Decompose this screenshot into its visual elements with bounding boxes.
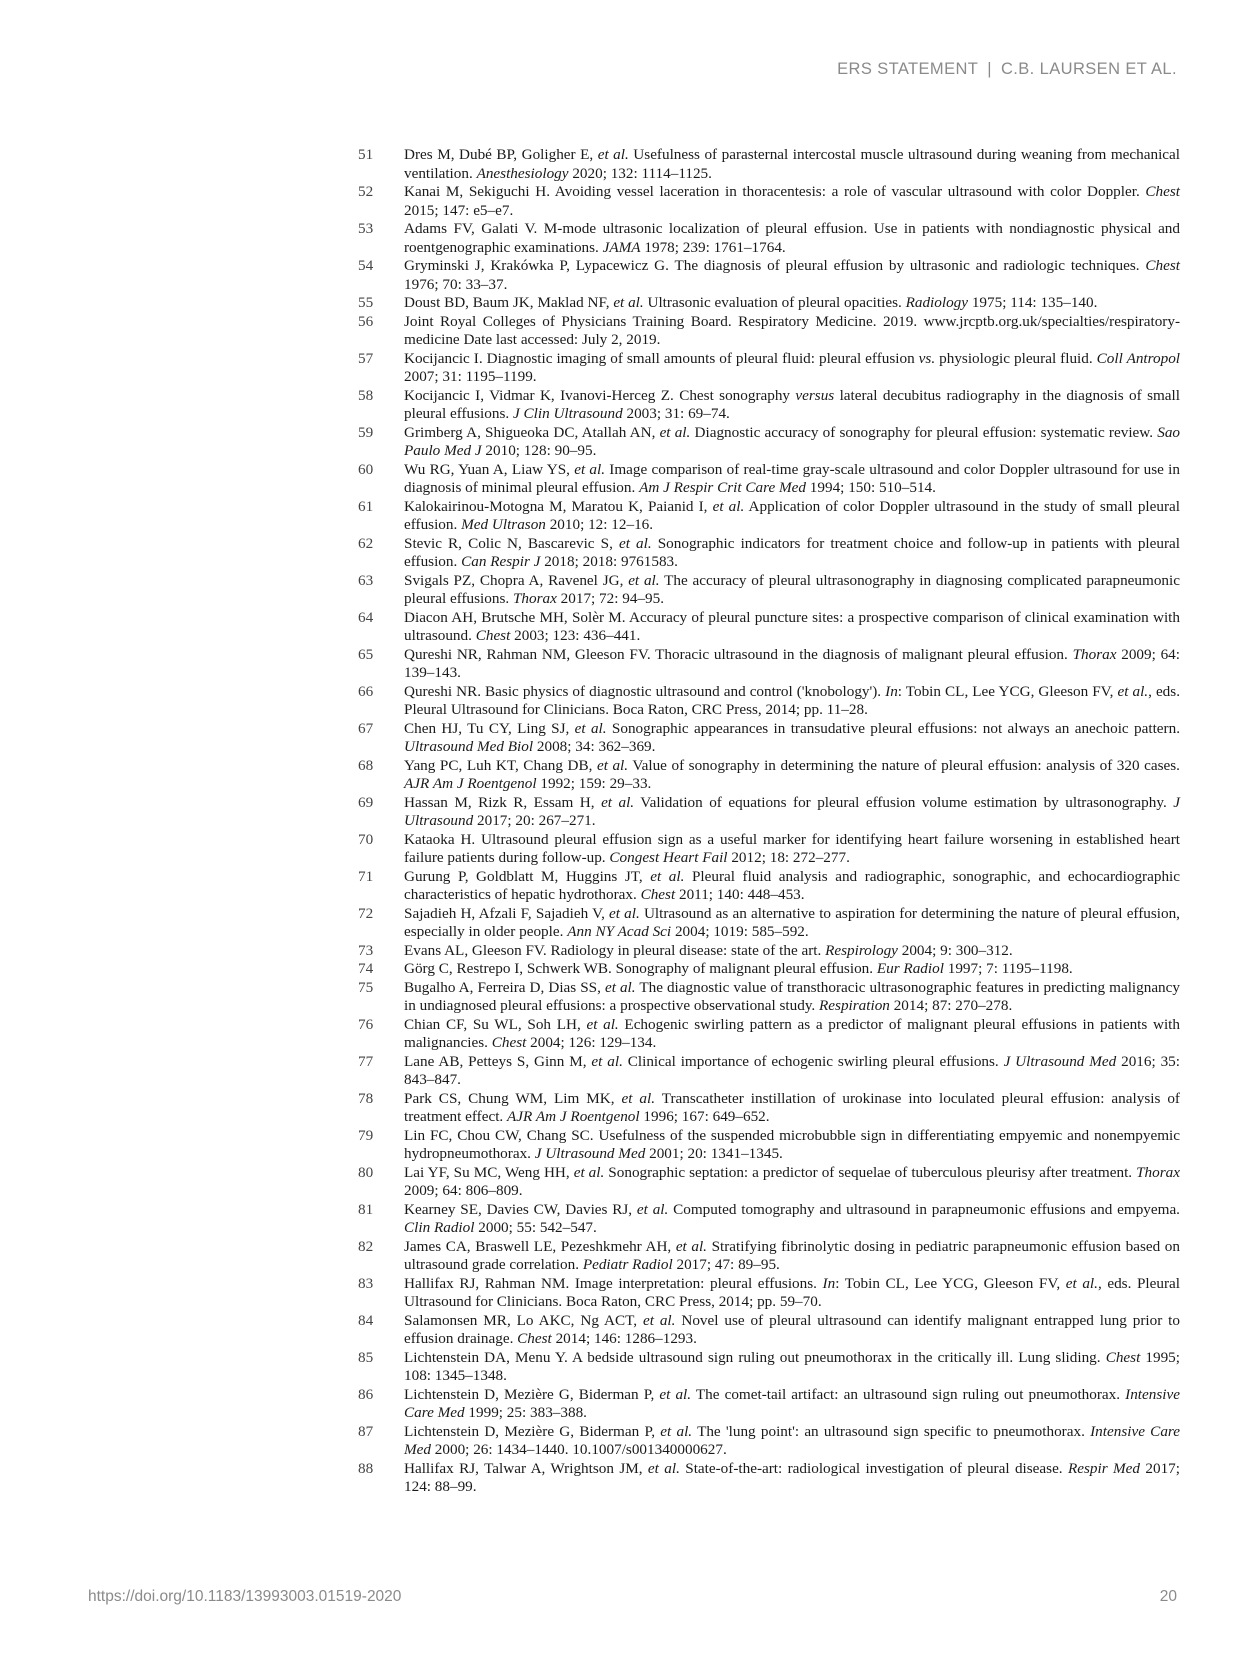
reference-item	[358, 183, 1180, 220]
reference-number: 58	[358, 386, 374, 404]
reference-italic-segment: Congest Heart Fail	[609, 849, 728, 866]
reference-segment: 2017; 124: 88–99.	[404, 1459, 1180, 1495]
reference-item	[358, 1201, 1180, 1238]
reference-segment: Lichtenstein D, Mezière G, Biderman P,	[404, 1385, 660, 1403]
reference-segment: Sonographic appearances in transudative pleural effusions: not always an anechoic pattern.	[606, 719, 1180, 737]
reference-number: 72	[358, 904, 374, 922]
reference-item	[358, 350, 1180, 387]
reference-segment: Kataoka H. Ultrasound pleural effusion sign as a useful marker for identifying heart failure worsening in established heart failure patients during follow-up.	[404, 830, 1180, 866]
reference-text	[404, 609, 1180, 646]
reference-segment: Lichtenstein D, Mezière G, Biderman P,	[404, 1422, 661, 1440]
reference-italic-segment: J Ultrasound Med	[534, 1145, 646, 1162]
reference-segment: Görg C, Restrepo I, Schwerk WB. Sonography of malignant pleural effusion.	[404, 960, 877, 977]
reference-segment: Echogenic swirling pattern as a predictor of malignant pleural effusions in patients with malignancies.	[404, 1015, 1180, 1051]
reference-item	[358, 646, 1180, 683]
reference-number: 80	[358, 1163, 374, 1181]
reference-number: 59	[358, 423, 374, 441]
reference-segment: 1999; 25: 383–388.	[464, 1404, 587, 1421]
reference-segment: Application of color Doppler ultrasound in the study of small pleural effusion.	[404, 497, 1180, 533]
reference-item	[358, 461, 1180, 498]
reference-italic-segment: et al.	[642, 1311, 676, 1329]
reference-italic-segment: J Clin Ultrasound	[512, 405, 623, 422]
reference-number: 68	[358, 756, 374, 774]
reference-italic-segment: Sao Paulo Med J	[404, 423, 1181, 459]
reference-text	[404, 146, 1180, 183]
reference-segment: 2000; 26: 1434–1440. 10.1007/s001340000627.	[431, 1441, 727, 1458]
reference-text	[404, 1349, 1180, 1386]
running-head-separator: |	[987, 60, 992, 78]
reference-segment: Qureshi NR, Rahman NM, Gleeson FV. Thoracic ultrasound in the diagnosis of malignant pleural effusion.	[404, 645, 1073, 663]
reference-segment: Sonographic indicators for treatment choice and follow-up in patients with pleural effusion.	[404, 534, 1180, 570]
reference-italic-segment: Chest	[640, 886, 676, 903]
reference-number: 66	[358, 682, 374, 700]
reference-number: 75	[358, 978, 374, 996]
reference-item	[358, 1386, 1180, 1423]
reference-segment: Kearney SE, Davies CW, Davies RJ,	[404, 1200, 637, 1218]
reference-italic-segment: et al.	[586, 1015, 619, 1033]
reference-text	[404, 498, 1180, 535]
reference-item	[358, 313, 1180, 350]
reference-italic-segment: Anesthesiology	[476, 164, 569, 182]
reference-segment: Kalokairinou-Motogna M, Maratou K, Paianid I,	[404, 497, 713, 515]
reference-text	[404, 1423, 1180, 1460]
reference-text	[404, 1460, 1180, 1497]
reference-segment: Joint Royal Colleges of Physicians Training Board. Respiratory Medicine. 2019. www.jrcptb.org.uk/specialties/respiratory-medicine Date last accessed: July 2, 2019.	[404, 312, 1180, 348]
reference-segment: The 'lung point': an ultrasound sign specific to pneumothorax.	[692, 1422, 1091, 1440]
reference-item	[358, 683, 1180, 720]
reference-segment: 2009; 64: 139–143.	[404, 645, 1180, 681]
reference-italic-segment: et al.	[604, 978, 636, 996]
reference-segment: Gryminski J, Krakówka P, Lypacewicz G. The diagnosis of pleural effusion by ultrasonic and radiologic techniques.	[404, 257, 1146, 274]
footer-doi-link[interactable]: https://doi.org/10.1183/13993003.01519-2020	[88, 1588, 402, 1605]
reference-segment: The accuracy of pleural ultrasonography in diagnosing complicated parapneumonic pleural effusions.	[404, 571, 1180, 607]
reference-text	[404, 1090, 1180, 1127]
reference-number: 86	[358, 1385, 374, 1403]
reference-segment: The diagnostic value of transthoracic ultrasonographic features in predicting malignancy in undiagnosed pleural effusions: a prospective observational study.	[404, 978, 1180, 1014]
reference-number: 88	[358, 1459, 374, 1477]
reference-italic-segment: et al.	[628, 571, 660, 589]
reference-text	[404, 183, 1180, 220]
reference-segment: 2000; 55: 542–547.	[474, 1219, 597, 1236]
reference-text	[404, 942, 1180, 961]
reference-italic-segment: et al.	[650, 867, 685, 885]
reference-italic-segment: Respiration	[819, 997, 890, 1014]
reference-item	[358, 942, 1180, 961]
reference-italic-segment: In	[885, 682, 898, 700]
reference-segment: Dres M, Dubé BP, Goligher E,	[404, 146, 598, 163]
reference-segment: , eds. Pleural Ultrasound for Clinicians. Boca Raton, CRC Press, 2014; pp. 59–70.	[404, 1274, 1180, 1310]
reference-segment: 2010; 128: 90–95.	[481, 442, 597, 459]
reference-number: 76	[358, 1015, 374, 1033]
page-number: 20	[1159, 1588, 1177, 1605]
reference-italic-segment: et al.	[1065, 1274, 1098, 1292]
reference-italic-segment: Thorax	[512, 590, 557, 607]
reference-text	[404, 257, 1180, 294]
reference-text	[404, 868, 1180, 905]
reference-number: 79	[358, 1126, 374, 1144]
reference-segment: Doust BD, Baum JK, Maklad NF,	[404, 294, 614, 311]
reference-segment: Grimberg A, Shigueoka DC, Atallah AN,	[404, 423, 660, 441]
reference-text	[404, 294, 1180, 313]
reference-italic-segment: Chest	[1145, 257, 1180, 274]
reference-item	[358, 220, 1180, 257]
reference-item	[358, 794, 1180, 831]
reference-italic-segment: et al.	[618, 534, 652, 552]
reference-segment: Chen HJ, Tu CY, Ling SJ,	[404, 719, 575, 737]
reference-text	[404, 535, 1180, 572]
reference-number: 74	[358, 960, 374, 977]
reference-segment: 2004; 1019: 585–592.	[671, 923, 809, 940]
reference-segment: lateral decubitus radiography in the diagnosis of small pleural effusions.	[404, 386, 1180, 422]
reference-item	[358, 1275, 1180, 1312]
reference-segment: 2020; 132: 1114–1125.	[568, 164, 712, 182]
reference-segment: Ultrasonic evaluation of pleural opacities.	[643, 294, 906, 311]
reference-segment: , eds. Pleural Ultrasound for Clinicians. Boca Raton, CRC Press, 2014; pp. 11–28.	[404, 682, 1180, 718]
reference-italic-segment: Thorax	[1136, 1163, 1180, 1181]
reference-text	[404, 461, 1180, 498]
reference-italic-segment: et al.	[636, 1200, 669, 1218]
reference-text	[404, 1053, 1180, 1090]
reference-italic-segment: et al.	[574, 460, 606, 478]
reference-segment: Hassan M, Rizk R, Essam H,	[404, 793, 602, 811]
reference-number: 85	[358, 1348, 374, 1366]
reference-italic-segment: et al.	[591, 1052, 623, 1070]
reference-segment: 2004; 126: 129–134.	[526, 1034, 657, 1051]
reference-number: 64	[358, 608, 374, 626]
reference-item	[358, 1460, 1180, 1497]
reference-segment: Stratifying fibrinolytic dosing in pediatric parapneumonic effusion based on ultrasound grade correlation.	[404, 1237, 1180, 1273]
reference-segment: 2017; 72: 94–95.	[556, 590, 665, 607]
reference-segment: Kocijancic I. Diagnostic imaging of small amounts of pleural fluid: pleural effusion	[404, 349, 919, 367]
reference-italic-segment: et al.	[596, 756, 629, 774]
reference-segment: 1992; 159: 29–33.	[536, 775, 652, 792]
reference-italic-segment: In	[822, 1274, 836, 1292]
reference-number: 71	[358, 867, 374, 885]
reference-text	[404, 313, 1180, 350]
reference-segment: 1997; 7: 1195–1198.	[943, 960, 1073, 977]
reference-segment: physiologic pleural fluid.	[935, 349, 1097, 367]
reference-segment: Lichtenstein DA, Menu Y. A bedside ultrasound sign ruling out pneumothorax in the critically ill. Lung sliding.	[404, 1348, 1106, 1366]
reference-item	[358, 720, 1180, 757]
reference-item	[358, 609, 1180, 646]
reference-italic-segment: AJR Am J Roentgenol	[404, 775, 537, 792]
reference-number: 70	[358, 830, 374, 848]
reference-segment: 2011; 140: 448–453.	[675, 886, 805, 903]
reference-segment: Usefulness of parasternal intercostal muscle ultrasound during weaning from mechanical ventilation.	[404, 146, 1181, 182]
reference-number: 69	[358, 793, 374, 811]
reference-segment: 2014; 146: 1286–1293.	[551, 1330, 697, 1347]
reference-item	[358, 905, 1180, 942]
reference-item	[358, 257, 1180, 294]
reference-italic-segment: J Ultrasound Med	[1003, 1052, 1117, 1070]
reference-segment: Clinical importance of echogenic swirling pleural effusions.	[622, 1052, 1004, 1070]
reference-text	[404, 1201, 1180, 1238]
reference-segment: Bugalho A, Ferreira D, Dias SS,	[404, 978, 605, 996]
reference-number: 56	[358, 312, 374, 330]
reference-segment: 2010; 12: 12–16.	[545, 516, 654, 533]
reference-number: 67	[358, 719, 374, 737]
reference-item	[358, 294, 1180, 313]
reference-segment: Kocijancic I, Vidmar K, Ivanovi-Herceg Z. Chest sonography	[404, 386, 796, 404]
reference-segment: 2017; 47: 89–95.	[672, 1256, 780, 1273]
reference-item	[358, 757, 1180, 794]
reference-number: 57	[358, 349, 374, 367]
reference-item	[358, 146, 1180, 183]
reference-segment: 2007; 31: 1195–1199.	[404, 368, 537, 385]
running-head-right: C.B. LAURSEN ET AL.	[1000, 60, 1177, 78]
reference-italic-segment: et al.	[659, 423, 691, 441]
reference-italic-segment: Can Respir J	[461, 553, 541, 570]
reference-segment: Ultrasound as an alternative to aspiration for determining the nature of pleural effusion, especially in older people.	[404, 904, 1180, 940]
reference-number: 52	[358, 183, 374, 200]
reference-item	[358, 1312, 1180, 1349]
reference-italic-segment: Am J Respir Crit Care Med	[639, 479, 806, 496]
reference-item	[358, 979, 1180, 1016]
reference-segment: Chian CF, Su WL, Soh LH,	[404, 1015, 587, 1033]
reference-segment: Diacon AH, Brutsche MH, Solèr M. Accuracy of pleural puncture sites: a prospective comparison of clinical examination with ultrasound.	[404, 608, 1180, 644]
reference-item	[358, 535, 1180, 572]
reference-text	[404, 1164, 1180, 1201]
reference-segment: 2008; 34: 362–369.	[533, 738, 656, 755]
reference-number: 73	[358, 941, 374, 959]
reference-italic-segment: Chest	[1105, 1348, 1141, 1366]
reference-italic-segment: Intensive Care Med	[404, 1385, 1180, 1421]
reference-segment: State-of-the-art: radiological investigation of pleural disease.	[679, 1459, 1068, 1477]
reference-item	[358, 387, 1180, 424]
reference-italic-segment: Chest	[1145, 183, 1180, 200]
reference-italic-segment: Med Ultrason	[461, 516, 546, 533]
reference-segment: 2003; 123: 436–441.	[510, 627, 641, 644]
reference-segment: 2004; 9: 300–312.	[897, 941, 1013, 959]
reference-number: 61	[358, 497, 374, 515]
reference-italic-segment: et al.	[621, 1089, 656, 1107]
reference-italic-segment: Respir Med	[1067, 1459, 1141, 1477]
reference-number: 62	[358, 534, 374, 552]
reference-segment: 1978; 239: 1761–1764.	[640, 238, 786, 256]
reference-segment: Qureshi NR. Basic physics of diagnostic ultrasound and control ('knobology').	[404, 682, 886, 700]
reference-number: 83	[358, 1274, 374, 1292]
reference-segment: 2012; 18: 272–277.	[727, 849, 850, 866]
reference-item	[358, 1349, 1180, 1386]
reference-text	[404, 1127, 1180, 1164]
reference-italic-segment: et al.	[597, 146, 629, 163]
reference-number: 60	[358, 460, 374, 478]
reference-text	[404, 794, 1180, 831]
reference-segment: Stevic R, Colic N, Bascarevic S,	[404, 534, 619, 552]
reference-text	[404, 350, 1180, 387]
reference-italic-segment: Chest	[517, 1330, 552, 1347]
reference-italic-segment: et al.	[609, 904, 640, 922]
reference-segment: 2009; 64: 806–809.	[404, 1182, 523, 1199]
reference-segment: 1976; 70: 33–37.	[404, 275, 508, 293]
reference-text	[404, 1016, 1180, 1053]
reference-segment: 2018; 2018: 9761583.	[540, 553, 678, 570]
reference-text	[404, 960, 1180, 979]
reference-italic-segment: Eur Radiol	[876, 960, 944, 977]
reference-italic-segment: Clin Radiol	[404, 1219, 475, 1236]
reference-italic-segment: Coll Antropol	[1096, 349, 1181, 367]
reference-italic-segment: Chest	[491, 1034, 527, 1051]
reference-text	[404, 831, 1180, 868]
reference-text	[404, 1312, 1180, 1349]
reference-segment: Transcatheter instillation of urokinase into loculated pleural effusion: analysis of treatment effect.	[404, 1089, 1180, 1125]
reference-item	[358, 1164, 1180, 1201]
reference-italic-segment: et al.	[675, 1237, 707, 1255]
reference-text	[404, 1238, 1180, 1275]
reference-segment: Salamonsen MR, Lo AKC, Ng ACT,	[404, 1311, 643, 1329]
reference-number: 55	[358, 294, 374, 311]
reference-item	[358, 424, 1180, 461]
reference-item	[358, 1053, 1180, 1090]
reference-text	[404, 757, 1180, 794]
reference-segment: 2017; 20: 267–271.	[473, 812, 596, 829]
reference-number: 81	[358, 1200, 374, 1218]
reference-segment: Lin FC, Chou CW, Chang SC. Usefulness of the suspended microbubble sign in differentiating empyemic and nonempyemic hydropneumothorax.	[404, 1126, 1180, 1162]
reference-italic-segment: versus	[795, 386, 835, 404]
reference-segment: Validation of equations for pleural effusion volume estimation by ultrasonography.	[634, 793, 1174, 811]
reference-italic-segment: et al.	[574, 719, 607, 737]
reference-segment: 2016; 35: 843–847.	[404, 1052, 1180, 1088]
reference-segment: Lai YF, Su MC, Weng HH,	[404, 1163, 574, 1181]
reference-item	[358, 1238, 1180, 1275]
running-head	[837, 60, 1177, 79]
reference-italic-segment: Chest	[475, 627, 511, 644]
reference-list	[358, 146, 1180, 1497]
reference-segment: 2001; 20: 1341–1345.	[645, 1145, 783, 1162]
reference-italic-segment: AJR Am J Roentgenol	[507, 1108, 640, 1125]
reference-italic-segment: et al.	[573, 1163, 605, 1181]
reference-item	[358, 868, 1180, 905]
reference-italic-segment: Ann NY Acad Sci	[567, 923, 672, 940]
reference-text	[404, 1386, 1180, 1423]
reference-italic-segment: et al.	[660, 1422, 693, 1440]
reference-italic-segment: et al.	[601, 793, 635, 811]
reference-segment: Computed tomography and ultrasound in parapneumonic effusions and empyema.	[668, 1200, 1180, 1218]
reference-segment: 2003; 31: 69–74.	[622, 405, 730, 422]
reference-number: 87	[358, 1422, 374, 1440]
reference-segment: 2015; 147: e5–e7.	[404, 201, 514, 219]
reference-item	[358, 1127, 1180, 1164]
reference-segment: Wu RG, Yuan A, Liaw YS,	[404, 460, 575, 478]
reference-text	[404, 572, 1180, 609]
reference-italic-segment: Intensive Care Med	[404, 1422, 1180, 1458]
reference-italic-segment: et al.	[1117, 682, 1149, 700]
reference-segment: James CA, Braswell LE, Pezeshkmehr AH,	[404, 1237, 676, 1255]
reference-number: 63	[358, 571, 374, 589]
reference-item	[358, 1016, 1180, 1053]
reference-segment: 1996; 167: 649–652.	[639, 1108, 770, 1125]
reference-segment: 1975; 114: 135–140.	[968, 294, 1098, 311]
reference-segment: Lane AB, Petteys S, Ginn M,	[404, 1052, 592, 1070]
reference-segment: Image comparison of real-time gray-scale ultrasound and color Doppler ultrasound for use in diagnosis of minimal pleural effusion.	[404, 460, 1180, 496]
reference-segment: Evans AL, Gleeson FV. Radiology in pleural disease: state of the art.	[404, 941, 826, 959]
reference-italic-segment: et al.	[659, 1385, 692, 1403]
reference-italic-segment: Pediatr Radiol	[582, 1256, 673, 1273]
reference-text	[404, 1275, 1180, 1312]
reference-segment: Kanai M, Sekiguchi H. Avoiding vessel laceration in thoracentesis: a role of vascular ultrasound with color Doppler.	[404, 183, 1146, 200]
reference-italic-segment: Radiology	[905, 294, 969, 311]
reference-item	[358, 831, 1180, 868]
reference-number: 54	[358, 257, 374, 274]
reference-text	[404, 683, 1180, 720]
reference-italic-segment: Thorax	[1072, 645, 1117, 663]
reference-segment: Hallifax RJ, Talwar A, Wrightson JM,	[404, 1459, 648, 1477]
reference-number: 84	[358, 1311, 374, 1329]
reference-number: 77	[358, 1052, 374, 1070]
reference-text	[404, 979, 1180, 1016]
reference-italic-segment: et al.	[613, 294, 644, 311]
reference-segment: Value of sonography in determining the nature of pleural effusion: analysis of 320 cases.	[628, 756, 1180, 774]
reference-item	[358, 572, 1180, 609]
reference-segment: Adams FV, Galati V. M-mode ultrasonic localization of pleural effusion. Use in patients with nondiagnostic physical and roentgenographic examinations.	[404, 220, 1180, 256]
reference-number: 51	[358, 146, 374, 163]
reference-italic-segment: Respirology	[825, 941, 898, 959]
reference-segment: 2014; 87: 270–278.	[889, 997, 1013, 1014]
reference-number: 78	[358, 1089, 374, 1107]
reference-italic-segment: Ultrasound Med Biol	[404, 738, 534, 755]
reference-segment: : Tobin CL, Lee YCG, Gleeson FV,	[835, 1274, 1066, 1292]
reference-text	[404, 905, 1180, 942]
reference-segment: Sonographic septation: a predictor of sequelae of tuberculous pleurisy after treatment.	[604, 1163, 1137, 1181]
reference-text	[404, 720, 1180, 757]
reference-italic-segment: vs.	[918, 349, 936, 367]
reference-segment: Yang PC, Luh KT, Chang DB,	[404, 756, 597, 774]
reference-segment: The comet-tail artifact: an ultrasound sign ruling out pneumothorax.	[691, 1385, 1126, 1403]
reference-segment: Svigals PZ, Chopra A, Ravenel JG,	[404, 571, 629, 589]
reference-text	[404, 424, 1180, 461]
reference-segment: Sajadieh H, Afzali F, Sajadieh V,	[404, 904, 610, 922]
reference-text	[404, 220, 1180, 257]
reference-item	[358, 1423, 1180, 1460]
reference-segment: 1995; 108: 1345–1348.	[404, 1348, 1180, 1384]
reference-item	[358, 498, 1180, 535]
reference-text	[404, 387, 1180, 424]
reference-segment: Pleural fluid analysis and radiographic, sonographic, and echocardiographic characteristics of hepatic hydrothorax.	[404, 867, 1180, 903]
reference-italic-segment: et al.	[647, 1459, 680, 1477]
reference-segment: Park CS, Chung WM, Lim MK,	[404, 1089, 622, 1107]
reference-italic-segment: J Ultrasound	[404, 793, 1180, 829]
reference-segment: Diagnostic accuracy of sonography for pleural effusion: systematic review.	[690, 423, 1158, 441]
reference-number: 65	[358, 645, 374, 663]
reference-text	[404, 646, 1180, 683]
reference-item	[358, 1090, 1180, 1127]
reference-number: 82	[358, 1237, 374, 1255]
reference-segment: Gurung P, Goldblatt M, Huggins JT,	[404, 867, 651, 885]
reference-number: 53	[358, 220, 374, 237]
reference-segment: : Tobin CL, Lee YCG, Gleeson FV,	[897, 682, 1118, 700]
reference-segment: Novel use of pleural ultrasound can identify malignant entrapped lung prior to effusion drainage.	[404, 1311, 1180, 1347]
running-head-left: ERS STATEMENT	[837, 60, 979, 78]
reference-italic-segment: et al.	[712, 497, 745, 515]
reference-item	[358, 960, 1180, 979]
reference-segment: Hallifax RJ, Rahman NM. Image interpretation: pleural effusions.	[404, 1274, 823, 1292]
reference-segment: 1994; 150: 510–514.	[806, 479, 936, 496]
reference-italic-segment: JAMA	[602, 238, 641, 256]
